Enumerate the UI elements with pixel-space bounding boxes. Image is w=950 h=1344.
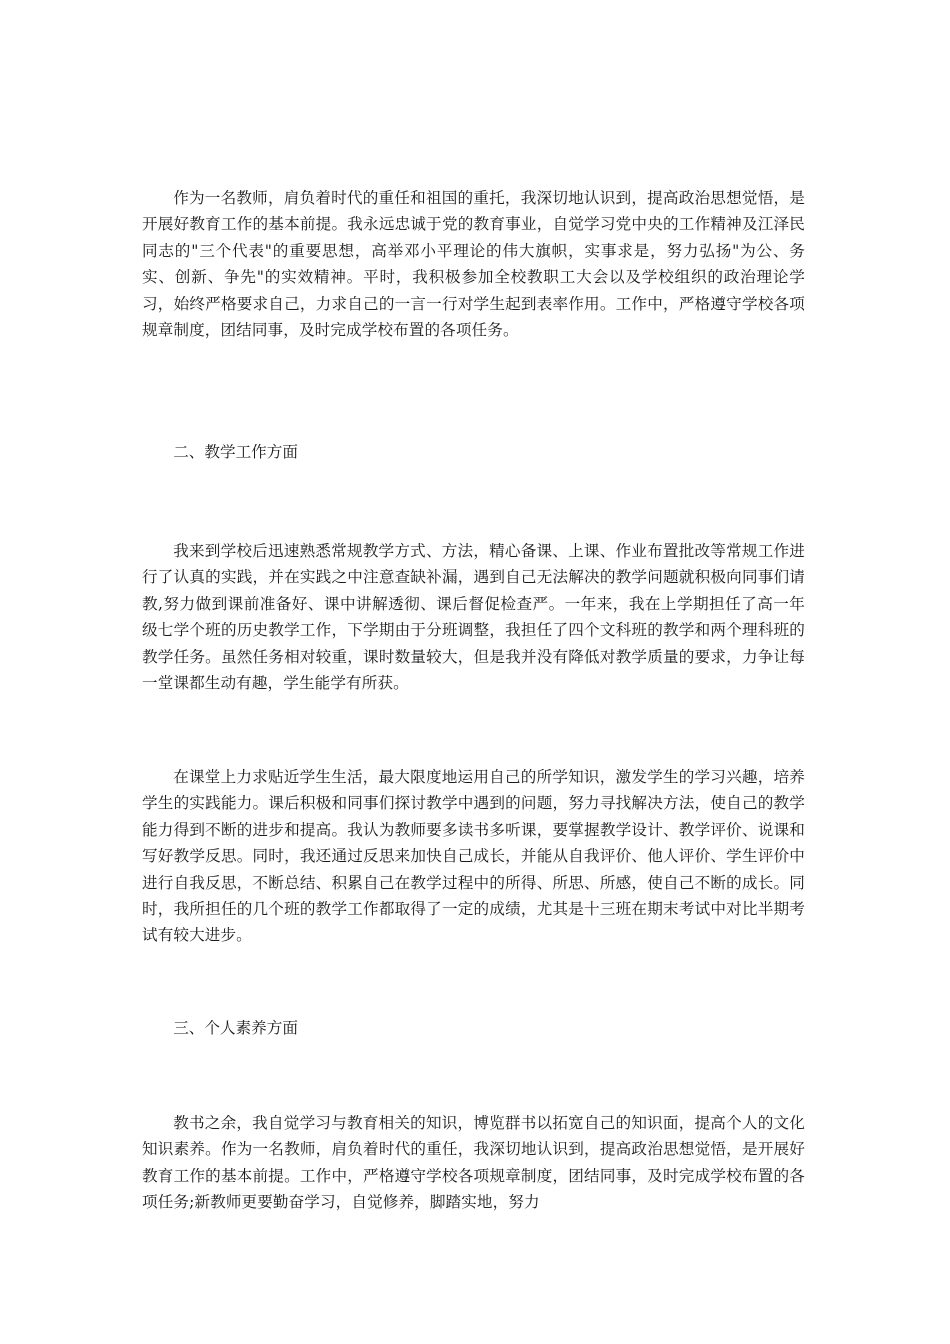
paragraph-political-thought: 作为一名教师，肩负着时代的重任和祖国的重托，我深切地认识到，提高政治思想觉悟，是开展好教育工作的基本前提。我永远忠诚于党的教育事业，自觉学习党中央的工作精神及江泽民同志的"三个代表"的重要思想，高举邓小平理论的伟大旗帜，实事求是，努力弘扬"为公、务实、创新、争先"的实效精神。平时，我积极参加全校教职工大会以及学校组织的政治理论学习，始终严格要求自己，力求自己的一言一行对学生起到表率作用。工作中，严格遵守学校各项规章制度，团结同事，及时完成学校布置的各项任务。 bbox=[142, 189, 805, 340]
paragraph-personal-quality: 教书之余，我自觉学习与教育相关的知识，博览群书以拓宽自己的知识面，提高个人的文化知识素养。作为一名教师，肩负着时代的重任，我深切地认识到，提高政治思想觉悟，是开展好教育工作的基本前提。工作中，严格遵守学校各项规章制度，团结同事，及时完成学校布置的各项任务;新教师更要勤奋学习，自觉修养，脚踏实地，努力 bbox=[142, 1114, 805, 1212]
paragraph-classroom-teaching: 在课堂上力求贴近学生生活，最大限度地运用自己的所学知识，激发学生的学习兴趣，培养学生的实践能力。课后积极和同事们探讨教学中遇到的问题，努力寻找解决方法，使自己的教学能力得到不断的进步和提高。我认为教师要多读书多听课，要掌握教学设计、教学评价、说课和写好教学反思。同时，我还通过反思来加快自己成长，并能从自我评价、他人评价、学生评价中进行自我反思，不断总结、积累自己在教学过程中的所得、所思、所感，使自己不断的成长。同时，我所担任的几个班的教学工作都取得了一定的成绩，尤其是十三班在期末考试中对比半期考试有较大进步。 bbox=[142, 768, 805, 945]
section-heading-teaching-work: 二、教学工作方面 bbox=[173, 443, 298, 461]
section-heading-personal-quality: 三、个人素养方面 bbox=[173, 1019, 298, 1037]
paragraph-teaching-practice: 我来到学校后迅速熟悉常规教学方式、方法，精心备课、上课、作业布置批改等常规工作进行了认真的实践，并在实践之中注意查缺补漏，遇到自己无法解决的教学问题就积极向同事们请教,努力做到课前准备好、课中讲解透彻、课后督促检查严。一年来，我在上学期担任了高一年级七学个班的历史教学工作，下学期由于分班调整，我担任了四个文科班的教学和两个理科班的教学任务。虽然任务相对较重，课时数量较大，但是我并没有降低对教学质量的要求，力争让每一堂课都生动有趣，学生能学有所获。 bbox=[142, 542, 805, 693]
